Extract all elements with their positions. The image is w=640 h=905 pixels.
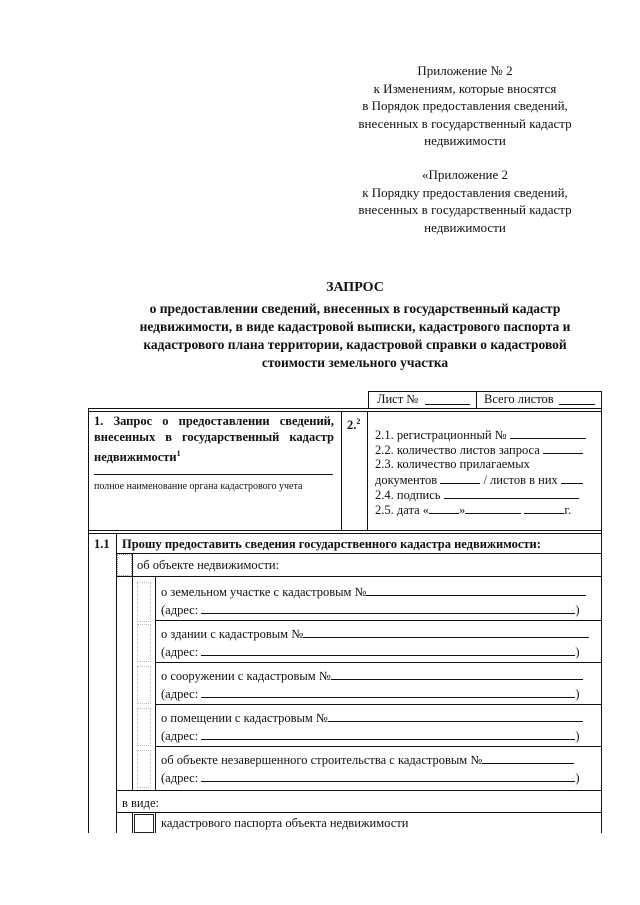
object-label: о земельном участке с кадастровым № bbox=[161, 585, 367, 599]
cadastral-number-field[interactable] bbox=[482, 752, 574, 764]
form-option-label: кадастрового паспорта объекта недвижимости bbox=[161, 816, 409, 830]
object-label: о помещении с кадастровым № bbox=[161, 711, 328, 725]
unfinished-checkbox[interactable] bbox=[137, 750, 151, 788]
reg-number-field[interactable] bbox=[510, 427, 586, 439]
page-title: ЗАПРОС bbox=[326, 280, 384, 295]
address-field[interactable] bbox=[201, 770, 575, 782]
subtitle-line: кадастрового плана территории, кадастровой справки о кадастровой bbox=[143, 337, 567, 352]
total-sheets-field[interactable] bbox=[559, 393, 595, 405]
object-label: об объекте незавершенного строительства с кадастровым № bbox=[161, 753, 483, 767]
address-close: ) bbox=[575, 687, 580, 701]
cadastral-number-field[interactable] bbox=[303, 626, 589, 638]
date-year-field[interactable] bbox=[524, 502, 564, 514]
cadastral-number-field[interactable] bbox=[331, 668, 583, 680]
section-1-line: 1. Запрос о предоставлении сведений, bbox=[94, 414, 334, 428]
appendix-line: внесенных в государственный кадастр bbox=[358, 115, 572, 131]
reg-number-label: 2.1. регистрационный № bbox=[375, 428, 507, 442]
about-object-label: об объекте недвижимости: bbox=[137, 558, 280, 572]
in-form-label: в виде: bbox=[122, 796, 159, 810]
building-checkbox[interactable] bbox=[137, 624, 151, 662]
total-sheets-label: Всего листов bbox=[484, 392, 554, 406]
sheets-in-them-label: / листов в них bbox=[483, 473, 558, 487]
section-1-line: недвижимости bbox=[94, 450, 177, 465]
sheets-in-them-field[interactable] bbox=[561, 472, 583, 484]
address-field[interactable] bbox=[201, 602, 575, 614]
subtitle-line: стоимости земельного участка bbox=[261, 355, 449, 370]
appendix-header bbox=[300, 62, 630, 150]
appendix-line: к Порядку предоставления сведений, bbox=[362, 184, 568, 200]
about-object-checkbox[interactable] bbox=[117, 554, 132, 576]
address-label: (адрес: bbox=[161, 645, 199, 659]
date-quote-close: » bbox=[459, 503, 466, 517]
sheets-count-field[interactable] bbox=[543, 442, 583, 454]
address-close: ) bbox=[575, 771, 580, 785]
address-field[interactable] bbox=[201, 728, 575, 740]
land-checkbox[interactable] bbox=[137, 582, 151, 622]
signature-field[interactable] bbox=[444, 487, 579, 499]
address-field[interactable] bbox=[201, 686, 575, 698]
appendix-line: к Изменениям, которые вносятся bbox=[373, 80, 557, 96]
appendix-line: в Порядок предоставления сведений, bbox=[362, 98, 568, 113]
appendix-line: «Приложение 2 bbox=[421, 167, 509, 182]
address-label: (адрес: bbox=[161, 603, 199, 617]
date-day-field[interactable] bbox=[429, 502, 459, 514]
form-cadastral-passport-checkbox[interactable] bbox=[134, 814, 154, 833]
date-month-field[interactable] bbox=[465, 502, 521, 514]
address-label: (адрес: bbox=[161, 687, 199, 701]
appendix-line: недвижимости bbox=[424, 133, 506, 148]
section-1-1-heading: Прошу предоставить сведения государственного кадастра недвижимости: bbox=[122, 537, 541, 551]
section-1-1-number: 1.1 bbox=[94, 537, 110, 551]
object-label: о сооружении с кадастровым № bbox=[161, 669, 331, 683]
appendix-header-2 bbox=[300, 166, 630, 236]
date-year-suffix: г. bbox=[564, 503, 572, 517]
sheet-no-label: Лист № bbox=[377, 392, 419, 406]
section-2-number: 2. bbox=[347, 418, 357, 433]
documents-count-field[interactable] bbox=[440, 472, 480, 484]
footnote-mark: 1 bbox=[176, 449, 181, 458]
authority-name-caption: полное наименование органа кадастрового учета bbox=[94, 481, 303, 492]
authority-name-field[interactable] bbox=[94, 474, 333, 475]
section-1-line: внесенных в государственный кадастр bbox=[94, 430, 334, 444]
structure-checkbox[interactable] bbox=[137, 666, 151, 704]
date-label: 2.5. дата « bbox=[375, 503, 429, 517]
documents-label: документов bbox=[375, 473, 438, 487]
attached-count-label: 2.3. количество прилагаемых bbox=[375, 457, 530, 471]
signature-label: 2.4. подпись bbox=[375, 488, 441, 502]
premises-checkbox[interactable] bbox=[137, 708, 151, 746]
page-subtitle bbox=[60, 300, 640, 372]
address-close: ) bbox=[575, 603, 580, 617]
appendix-line: Приложение № 2 bbox=[417, 63, 513, 78]
address-label: (адрес: bbox=[161, 729, 199, 743]
cadastral-number-field[interactable] bbox=[328, 710, 583, 722]
footnote-mark: 2 bbox=[356, 417, 361, 426]
cadastral-number-field[interactable] bbox=[366, 584, 586, 596]
subtitle-line: недвижимости, в виде кадастровой выписки, кадастрового паспорта и bbox=[139, 319, 571, 334]
address-close: ) bbox=[575, 645, 580, 659]
appendix-line: недвижимости bbox=[424, 219, 506, 235]
address-field[interactable] bbox=[201, 644, 575, 656]
appendix-line: внесенных в государственный кадастр bbox=[358, 202, 572, 217]
sheets-count-label: 2.2. количество листов запроса bbox=[375, 443, 540, 457]
subtitle-line: о предоставлении сведений, внесенных в государственный кадастр bbox=[149, 301, 561, 316]
address-label: (адрес: bbox=[161, 771, 199, 785]
sheet-no-field[interactable] bbox=[425, 393, 470, 405]
object-label: о здании с кадастровым № bbox=[161, 627, 304, 641]
address-close: ) bbox=[575, 729, 580, 743]
